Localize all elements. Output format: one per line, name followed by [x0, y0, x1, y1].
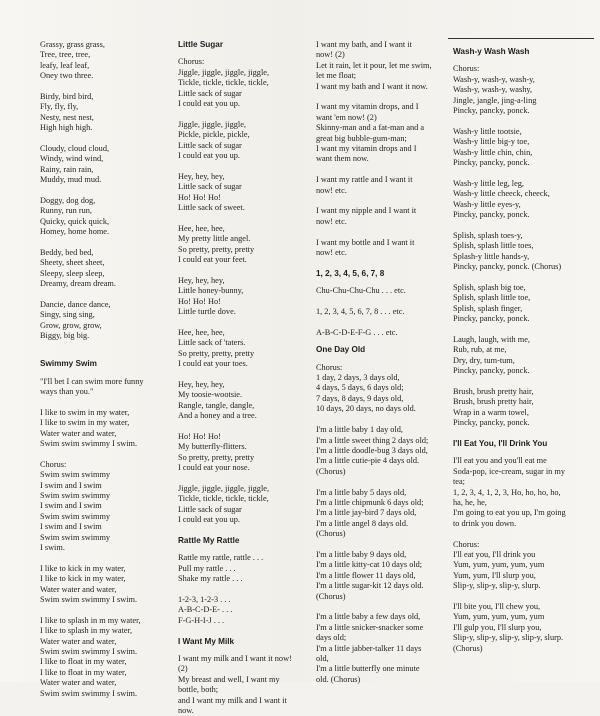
- lyric-line: want 'em now! (2): [316, 112, 377, 122]
- lyric-line: let me float;: [316, 71, 357, 81]
- stanza: [178, 57, 308, 109]
- lyric-line: I'm going to eat you up, I'm going: [453, 508, 566, 518]
- lyric-line: I'll eat you, I'll drink you: [453, 549, 536, 559]
- stanza: [316, 488, 448, 540]
- song-title-rattle-my-rattle: Rattle My Rattle: [178, 535, 240, 545]
- lyric-line: Swim swim swimmy: [40, 490, 111, 500]
- stanza: [178, 380, 308, 422]
- lyric-line: Splash-y little hands-y,: [453, 251, 530, 261]
- lyric-line: Wash-y little chin, chin,: [453, 147, 533, 157]
- stanza: [40, 616, 168, 699]
- lyric-line: and I want my milk and I want it: [178, 695, 287, 705]
- lyric-line: Dreamy, dream dream.: [40, 279, 116, 289]
- stanza: [316, 238, 448, 259]
- song-title-counting: 1, 2, 3, 4, 5, 6, 7, 8: [316, 268, 385, 278]
- lyric-line: So pretty, pretty, pretty: [178, 348, 255, 358]
- lyric-line: 10 days, 20 days, no days old.: [316, 404, 416, 414]
- lyric-line: I could eat your feet.: [178, 255, 247, 265]
- stanza: [40, 377, 168, 398]
- lyric-line: Water water and water,: [40, 428, 117, 438]
- stanza: [40, 144, 168, 186]
- lyric-line: now.: [178, 706, 194, 716]
- lyric-line: I swim and I swim: [40, 501, 102, 511]
- stanza: [453, 127, 598, 169]
- lyric-line: Little sack of sweet.: [178, 203, 245, 213]
- lyric-line: And a honey and a tree.: [178, 411, 257, 421]
- lyric-line: Doggy, dog dog,: [40, 196, 96, 206]
- stanza: [178, 432, 308, 474]
- lyric-line: I'm a little baby 9 days old,: [316, 549, 407, 559]
- lyric-line: Chorus:: [40, 459, 67, 469]
- lyric-line: I want my bath and I want it now.: [316, 81, 428, 91]
- lyric-line: Wash-y little leg, leg,: [453, 178, 524, 188]
- column-4: [453, 40, 598, 680]
- stanza: [316, 40, 448, 92]
- lyric-line: Splish, splash big toe,: [453, 282, 526, 292]
- lyric-line: I like to swim in my water,: [40, 418, 130, 428]
- lyric-line: I'm a little chipmunk 6 days old;: [316, 497, 424, 507]
- lyric-line: Chorus:: [453, 539, 480, 549]
- lyric-line: Tickle, tickle, tickle, tickle,: [178, 78, 269, 88]
- lyric-line: I could eat your nose.: [178, 463, 250, 473]
- stanza: [178, 224, 308, 266]
- lyric-line: (Chorus): [316, 529, 346, 539]
- lyric-line: I like to splash in m my water,: [40, 615, 141, 625]
- lyric-line: Splish, splash toes-y,: [453, 230, 523, 240]
- lyric-line: Water water and water,: [40, 584, 117, 594]
- lyric-line: I'm a little baby 5 days old,: [316, 487, 407, 497]
- lyric-line: Wash-y, wash-y, wash-y,: [453, 74, 535, 84]
- lyric-line: "I'll bet I can swim more funny: [40, 376, 144, 386]
- stanza: [178, 120, 308, 162]
- lyric-line: I want my rattle and I want it: [316, 175, 413, 185]
- stanza: [453, 387, 598, 429]
- lyric-line: I want my bath, and I want it: [316, 40, 412, 49]
- lyric-line: I'm a little baby a few days old,: [316, 612, 421, 622]
- lyric-line: I'm a little baby 1 day old,: [316, 425, 403, 435]
- lyric-line: I'm a little flower 11 days old,: [316, 570, 416, 580]
- header-rule: [448, 38, 594, 39]
- stanza: [178, 553, 308, 584]
- lyric-line: Little sack of sugar: [178, 88, 242, 98]
- lyric-line: Let it rain, let it pour, let me swim,: [316, 60, 432, 70]
- lyric-line: Swim swim swimmy I swim.: [40, 594, 138, 604]
- stanza: [453, 231, 598, 273]
- lyric-line: Wash-y little big-y toe,: [453, 137, 530, 147]
- lyric-line: Ho! Ho! Ho!: [178, 296, 221, 306]
- lyric-line: Birdy, bird bird,: [40, 92, 94, 102]
- stanza: [178, 276, 308, 318]
- lyric-line: I could eat you up.: [178, 151, 240, 161]
- lyric-line: Wash-y little cheeck, cheeck,: [453, 189, 550, 199]
- song-title-little-sugar: Little Sugar: [178, 40, 224, 49]
- lyric-line: now! etc.: [316, 248, 347, 258]
- lyric-line: Pull my rattle . . .: [178, 563, 236, 573]
- lyric-line: I like to float in my water,: [40, 667, 127, 677]
- lyric-line: Yum, yum, yum, yum, yum: [453, 560, 545, 570]
- lyric-line: Swim swim swimmy: [40, 470, 111, 480]
- stanza: [316, 425, 448, 477]
- lyric-line: Rangle, tangle, dangle,: [178, 400, 255, 410]
- lyric-line: now! etc.: [316, 216, 347, 226]
- lyric-line: Skinny-man and a fat-man and a: [316, 123, 425, 133]
- lyric-line: Nesty, nest nest,: [40, 112, 94, 122]
- stanza: [40, 248, 168, 290]
- stanza: [453, 283, 598, 325]
- stanza: [40, 40, 168, 82]
- lyric-line: Ho! Ho! Ho!: [178, 192, 221, 202]
- stanza: [178, 172, 308, 214]
- bath-lyrics: [316, 40, 448, 269]
- swimmy-swim-lyrics: [40, 377, 168, 710]
- lyric-line: Little turtle dove.: [178, 307, 236, 317]
- lyric-line: Rub, rub, at me,: [453, 345, 507, 355]
- lyric-line: I'm a little doodle-bug 3 days old,: [316, 445, 428, 455]
- lyric-line: My butterfly-flitters.: [178, 442, 247, 452]
- stanza: [178, 328, 308, 370]
- lyric-line: days old;: [316, 633, 347, 643]
- lyric-line: Jiggle, jiggle, jiggle, jiggle,: [178, 67, 270, 77]
- lyric-line: So pretty, pretty, pretty: [178, 452, 255, 462]
- lyric-line: Wash-y, wash-y, washy,: [453, 85, 533, 95]
- lyric-line: Jiggle, jiggle, jiggle, jiggle,: [178, 483, 270, 493]
- lyric-line: leafy, leaf leaf,: [40, 60, 90, 70]
- stanza: [316, 206, 448, 227]
- song-title-swimmy-swim: Swimmy Swim: [40, 359, 97, 369]
- lyric-line: Hey, hey, hey,: [178, 275, 225, 285]
- lyric-line: Swim swim swimmy I swim.: [40, 688, 138, 698]
- stanza: [453, 179, 598, 221]
- lyric-line: I like to swim in my water,: [40, 407, 130, 417]
- lyric-line: I'm a little jabber-talker 11 days: [316, 643, 422, 653]
- column-2: [178, 40, 308, 716]
- lyric-line: I swim and I swim: [40, 522, 102, 532]
- rattle-lyrics: [178, 553, 308, 636]
- lyric-line: I want my vitamin drops and I: [316, 144, 417, 154]
- lyric-line: My breast and well, I want my: [178, 674, 280, 684]
- washy-wash-lyrics: [453, 64, 598, 439]
- lyric-line: Runny, run run,: [40, 206, 93, 216]
- lyric-line: (Chorus): [316, 466, 346, 476]
- lyric-line: Biggy, big big.: [40, 331, 90, 341]
- stanza: [316, 175, 448, 196]
- lyric-line: Swim swim swimmy I swim.: [40, 647, 138, 656]
- lyric-line: Tickle, tickle, tickle, tickle,: [178, 494, 269, 504]
- lyric-line: Pincky, pancky, ponck. (Chorus): [453, 262, 562, 272]
- lyric-line: Sheety, sheet sheet,: [40, 258, 105, 268]
- song-title-i-want-my-milk: I Want My Milk: [178, 636, 235, 646]
- lyric-line: I want my nipple and I want it: [316, 206, 417, 216]
- stanza: [178, 595, 308, 626]
- one-day-old-lyrics: [316, 363, 448, 696]
- song-title-ill-eat-you: I'll Eat You, I'll Drink You: [453, 438, 548, 448]
- lyric-line: Slip-y, slip-y, slip-y, slurp.: [453, 581, 541, 591]
- lyric-line: (Chorus): [453, 643, 483, 653]
- lyric-line: Pincky, pancky, ponck.: [453, 106, 530, 116]
- lyric-line: I like to float in my water,: [40, 657, 127, 667]
- lyric-line: Little sack of sugar: [178, 182, 242, 192]
- lyric-line: I like to kick in my water,: [40, 563, 126, 573]
- lyric-line: Pincky, pancky, ponck.: [453, 418, 530, 428]
- lyric-line: I could eat you up.: [178, 99, 240, 109]
- lyric-line: Shake my rattle . . .: [178, 574, 243, 584]
- lyric-line: Wrap in a warm towel,: [453, 407, 529, 417]
- lyric-line: (2): [178, 664, 188, 674]
- stanza: [316, 550, 448, 602]
- lyric-line: A-B-C-D-E-F-G . . . etc.: [316, 327, 398, 337]
- lyric-line: Pincky, pancky, ponck.: [453, 366, 530, 376]
- lyric-line: old,: [316, 653, 329, 663]
- lyric-line: Swim swim swimmy: [40, 511, 111, 521]
- lyric-line: I'll eat you and you'll eat me: [453, 456, 547, 466]
- column-1: [40, 40, 168, 698]
- lyric-line: Dancie, dance dance,: [40, 300, 111, 310]
- lyric-line: now! (2): [316, 50, 345, 60]
- lyric-line: Splish, splash little toe,: [453, 293, 531, 303]
- lyric-line: Oney two three.: [40, 71, 94, 81]
- lyric-line: So pretty, pretty, pretty: [178, 244, 255, 254]
- lyric-line: I'll bite you, I'll chew you,: [453, 601, 541, 611]
- lyric-line: Chorus:: [316, 362, 343, 372]
- lyric-line: Brush, brush pretty hair,: [453, 386, 534, 396]
- lyric-line: Splish, splash finger,: [453, 303, 523, 313]
- lyric-line: Hee, hee, hee,: [178, 223, 225, 233]
- lyric-line: Yum, yum, I'll slurp you,: [453, 570, 536, 580]
- stanza: [453, 335, 598, 377]
- lyric-line: Fly, fly, fly,: [40, 102, 79, 112]
- lyric-line: My toosie-wootsie.: [178, 390, 243, 400]
- lyric-line: (Chorus): [316, 591, 346, 601]
- lyric-line: want them now.: [316, 154, 369, 164]
- lyric-line: Muddy, mud mud.: [40, 175, 102, 185]
- lyric-line: Rattle my rattle, rattle . . .: [178, 553, 264, 563]
- lyric-line: Ho! Ho! Ho!: [178, 431, 221, 441]
- lyric-line: I'm a little kitty-cat 10 days old;: [316, 560, 423, 570]
- lyric-line: I could eat your toes.: [178, 359, 248, 369]
- lyric-line: 4 days, 5 days, 6 days old;: [316, 383, 404, 393]
- lyric-line: to drink you down.: [453, 518, 517, 528]
- little-sugar-lyrics: [178, 57, 308, 536]
- stanza: [453, 540, 598, 592]
- lyric-line: Wash-y little tootsie,: [453, 126, 522, 136]
- lyric-line: Little honey-bunny,: [178, 286, 244, 296]
- lyric-line: F-G-H-I-J . . .: [178, 615, 225, 625]
- lyric-line: I want my bottle and I want it: [316, 237, 415, 247]
- lyric-line: Cloudy, cloud cloud,: [40, 144, 110, 154]
- lyric-line: Swim swim swimmy: [40, 532, 111, 542]
- lyric-line: I'm a little sweet thing 2 days old;: [316, 435, 429, 445]
- stanza: [40, 460, 168, 554]
- lyric-line: Tree, tree, tree,: [40, 50, 91, 60]
- lyric-line: Pincky, pancky, ponck.: [453, 314, 530, 324]
- lyric-line: Soda-pop, ice-cream, sugar in my: [453, 466, 565, 476]
- song-title-washy-wash: Wash-y Wash Wash: [453, 47, 530, 56]
- lyric-line: Splish, splash little toes,: [453, 241, 534, 251]
- lyric-line: I like to kick in my water,: [40, 574, 126, 584]
- lyric-line: Singy, sing sing,: [40, 310, 95, 320]
- lyric-line: Windy, wind wind,: [40, 154, 104, 164]
- milk-lyrics: [178, 654, 308, 716]
- rain-poem: [40, 40, 168, 352]
- lyric-line: Sleepy, sleep sleep,: [40, 268, 105, 278]
- lyric-line: Water water and water,: [40, 678, 117, 688]
- lyric-line: Jiggle, jiggle, jiggle,: [178, 119, 246, 129]
- lyric-line: 1, 2, 3, 4, 1, 2, 3, Ho, ho, ho, ho,: [453, 487, 561, 497]
- stanza: [40, 564, 168, 606]
- lyric-line: I want my vitamin drops, and I: [316, 102, 419, 112]
- lyric-line: Hey, hey, hey,: [178, 171, 225, 181]
- stanza: [316, 612, 448, 685]
- lyric-line: Pincky, pancky, ponck.: [453, 210, 530, 220]
- lyric-line: Dry, dry, tum-tum,: [453, 355, 515, 365]
- lyric-line: I'm a little angel 8 days old.: [316, 518, 409, 528]
- lyric-line: I could eat you up.: [178, 515, 240, 525]
- lyric-line: Yum, yum, yum, yum, yum: [453, 612, 545, 622]
- lyric-line: 1, 2, 3, 4, 5, 6, 7, 8 . . . etc.: [316, 307, 405, 317]
- lyric-line: I'll gulp you, I'll slurp you,: [453, 622, 542, 632]
- lyric-line: My pretty little angel.: [178, 234, 251, 244]
- column-3: [316, 40, 448, 684]
- lyric-line: I'm a little sugar-kit 12 days old.: [316, 581, 424, 591]
- lyric-line: ha, he, he,: [453, 497, 487, 507]
- lyric-line: A-B-C-D-E- . . .: [178, 605, 233, 615]
- stanza: [40, 196, 168, 238]
- song-title-one-day-old: One Day Old: [316, 345, 366, 355]
- lyric-line: Slip-y, slip-y, slip-y, slip-y, slurp.: [453, 633, 564, 643]
- lyric-line: I like to splash in my water,: [40, 626, 133, 636]
- lyric-line: Rainy, rain rain,: [40, 164, 94, 174]
- stanza: [40, 408, 168, 450]
- lyric-line: now! etc.: [316, 185, 347, 195]
- lyric-line: 7 days, 8 days, 9 days old,: [316, 393, 404, 403]
- lyric-line: ways than you.": [40, 386, 94, 396]
- ill-eat-you-lyrics: [453, 456, 598, 664]
- stanza: [316, 363, 448, 415]
- lyric-line: I'm a little butterfly one minute: [316, 664, 420, 674]
- lyric-line: bottle, both;: [178, 685, 219, 695]
- lyric-line: Brush, brush pretty hair,: [453, 397, 534, 407]
- lyric-line: High high high.: [40, 123, 93, 133]
- lyric-line: Hey, hey, hey,: [178, 379, 225, 389]
- lyric-line: old. (Chorus): [316, 674, 361, 684]
- stanza: [453, 64, 598, 116]
- stanza: [316, 102, 448, 164]
- lyric-line: Quicky, quick quick,: [40, 216, 110, 226]
- lyric-line: 1-2-3, 1-2-3 . . .: [178, 594, 231, 604]
- lyric-line: Pickle, pickle, pickle,: [178, 130, 250, 140]
- lyric-line: great big bubble-gum-man;: [316, 133, 407, 143]
- lyric-line: Swim swim swimmy I swim.: [40, 438, 138, 448]
- lyric-line: Laugh, laugh, with me,: [453, 334, 530, 344]
- lyric-line: I'm a little cutie-pie 4 days old.: [316, 456, 420, 466]
- lyric-line: 1 day, 2 days, 3 days old,: [316, 373, 400, 383]
- lyric-line: Little sack of sugar: [178, 140, 242, 150]
- lyric-line: Water water and water,: [40, 636, 117, 646]
- lyric-line: I want my milk and I want it now!: [178, 653, 292, 663]
- lyric-line: Beddy, bed bed,: [40, 248, 94, 258]
- lyric-line: Grassy, grass grass,: [40, 40, 105, 49]
- lyric-line: Chorus:: [453, 64, 480, 74]
- lyric-line: Chu-Chu-Chu-Chu . . . etc.: [316, 286, 406, 296]
- lyric-line: Little sack of sugar: [178, 504, 242, 514]
- lyric-line: Grow, grow, grow,: [40, 320, 102, 330]
- lyric-line: I swim.: [40, 542, 65, 552]
- lyric-line: tea;: [453, 477, 465, 487]
- counting-lyrics: [316, 286, 448, 338]
- stanza: [453, 456, 598, 529]
- lyric-line: Wash-y little eyes-y,: [453, 199, 521, 209]
- lyric-line: Pincky, pancky, ponck.: [453, 158, 530, 168]
- stanza: [453, 602, 598, 654]
- lyric-line: Homey, home home.: [40, 227, 110, 237]
- lyric-line: Chorus:: [178, 57, 205, 67]
- lyric-line: Little sack of 'taters.: [178, 338, 246, 348]
- lyric-line: I swim and I swim: [40, 480, 102, 490]
- lyric-line: Jingle, jangle, jing-a-ling: [453, 95, 537, 105]
- stanza: [40, 92, 168, 134]
- lyric-line: Hee, hee, hee,: [178, 327, 225, 337]
- stanza: [178, 484, 308, 526]
- lyric-line: I'm a little jay-bird 7 days old,: [316, 508, 417, 518]
- lyric-line: I'm a little snicker-snacker some: [316, 622, 424, 632]
- stanza: [40, 300, 168, 342]
